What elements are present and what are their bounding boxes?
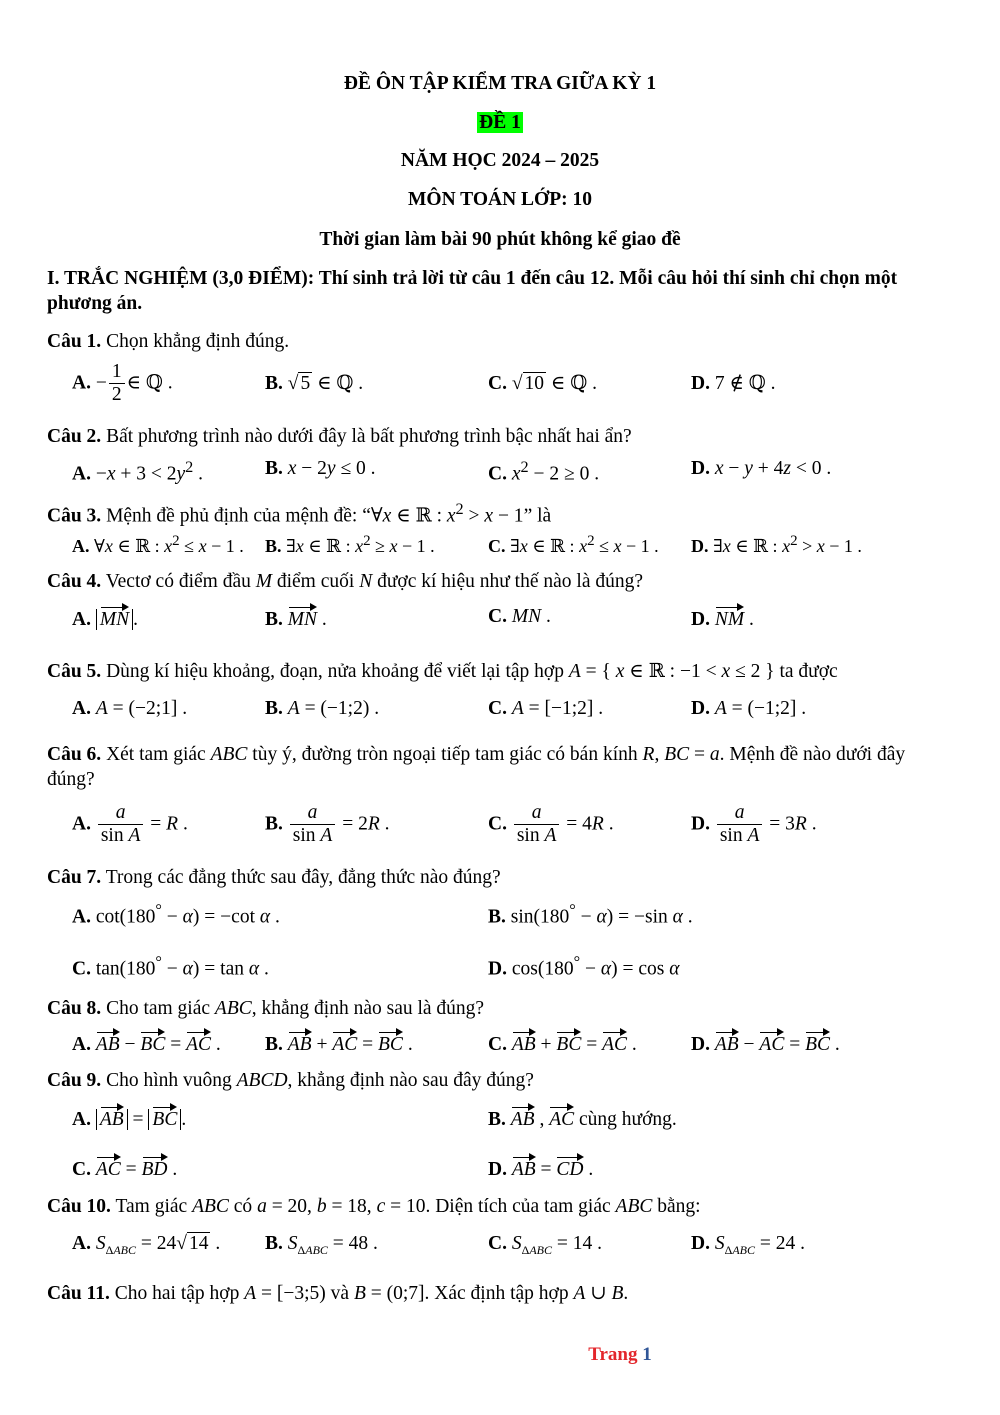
question-8: Câu 8. Cho tam giác ABC, khẳng định nào sau là đúng?: [47, 998, 485, 1019]
question-2: Câu 2. Bất phương trình nào dưới đây là bất phương trình bậc nhất hai ẩn?: [47, 426, 632, 447]
q6-option-a: A. $\frac{a}{\text{sin A}}$ = R .: [72, 802, 188, 847]
section-heading: I. TRẮC NGHIỆM (3,0 ĐIỂM): Thí sinh trả lời từ câu 1 đến câu 12. Mỗi câu hỏi thí sinh chỉ chọn một phương án.: [47, 268, 898, 314]
page-number: 1: [642, 1344, 652, 1365]
question-4: Câu 4. Vectơ có điểm đầu M điểm cuối N được kí hiệu như thế nào là đúng?: [47, 571, 644, 592]
q4-option-b: B. MN .: [265, 606, 327, 631]
q3-option-d: D. ∃x ∈ ℝ : $x^2 > x - 1$ .: [691, 533, 862, 556]
subject: MÔN TOÁN LỚP: 10: [408, 189, 592, 210]
q1-option-c: C. √ 10 ∈ ℚ .: [488, 373, 597, 394]
q6-option-d: D. $\frac{a}{\text{sin A}}$ = 3R .: [691, 802, 817, 847]
q9-option-d: D. AB = CD .: [488, 1156, 593, 1181]
q4-option-c: C. MN .: [488, 606, 551, 627]
q3-option-a: A. ∀x ∈ ℝ : $x^2 \le x - 1$ .: [72, 533, 244, 556]
school-year: NĂM HỌC 2024 – 2025: [400, 150, 600, 171]
q8-option-c: C. AB + BC = AC .: [488, 1031, 637, 1056]
q5-option-a: A. A = (−2;1] .: [72, 698, 188, 719]
q5-option-b: B. A = (−1;2) .: [265, 698, 380, 719]
q3-option-c: C. ∃x ∈ ℝ : $x^2 \le x - 1$ .: [488, 533, 659, 556]
q4-option-d: D. NM .: [691, 606, 754, 631]
question-6: Câu 6. Xét tam giác ABC tùy ý, đường tròn ngoại tiếp tam giác có bán kính R, BC = a. Mệnh đề nào dưới đây đúng?: [47, 744, 906, 790]
question-7: Câu 7. Trong các đẳng thức sau đây, đẳng thức nào đúng?: [47, 867, 501, 888]
q10-option-a: A. $S_{\Delta ABC} = 24√$ 14 .: [72, 1233, 221, 1257]
q3-option-b: B. ∃x ∈ ℝ : $x^2 \ge x - 1$ .: [265, 533, 435, 556]
question-5: Câu 5. Dùng kí hiệu khoảng, đoạn, nửa khoảng để viết lại tập hợp A = { x ∈ ℝ : −1 < x ≤ 2 } ta được: [47, 661, 838, 682]
q2-option-a: A. $-x + 3 < 2y^2$ .: [72, 458, 204, 485]
exam-time: Thời gian làm bài 90 phút không kể giao đề: [319, 229, 681, 250]
q10-option-d: D. $S_{\Delta ABC} = 24$ .: [691, 1233, 805, 1257]
q7-option-c: C. tan(180° − α) = tan α .: [72, 953, 269, 980]
q10-option-c: C. $S_{\Delta ABC} = 14$ .: [488, 1233, 602, 1257]
question-3: Câu 3. Mệnh đề phủ định của mệnh đề: “∀x ∈ ℝ : $x^2 > x - 1$” là: [47, 500, 552, 527]
question-11: Câu 11. Cho hai tập hợp A = [−3;5) và B = (0;7]. Xác định tập hợp A ∪ B.: [47, 1283, 629, 1304]
exam-code-line: [0, 112, 1000, 134]
q7-option-a: A. cot(180° − α) = −cot α .: [72, 901, 280, 928]
q7-option-d: D. cos(180° − α) = cos α: [488, 953, 680, 980]
q2-option-b: B. x − 2y ≤ 0 .: [265, 458, 376, 479]
q8-option-d: D. AB − AC = BC .: [691, 1031, 840, 1056]
page-footer: [0, 1344, 1000, 1366]
q7-option-b: B. sin(180° − α) = −sin α .: [488, 901, 693, 928]
q5-option-d: D. A = (−1;2] .: [691, 698, 807, 719]
question-9: Câu 9. Cho hình vuông ABCD, khẳng định nào sau đây đúng?: [47, 1070, 534, 1091]
q9-option-a: A. AB = BC .: [72, 1106, 186, 1131]
question-10: Câu 10. Tam giác ABC có a = 20, b = 18, c = 10. Diện tích của tam giác ABC bằng:: [47, 1196, 701, 1217]
q6-option-c: C. $\frac{a}{\text{sin A}}$ = 4R .: [488, 802, 614, 847]
q9-option-b: B. AB , AC cùng hướng.: [488, 1106, 677, 1131]
q8-option-b: B. AB + AC = BC .: [265, 1031, 413, 1056]
q10-option-b: B. $S_{\Delta ABC} = 48$ .: [265, 1233, 378, 1257]
question-1: Câu 1. Chọn khẳng định đúng.: [47, 331, 290, 352]
q4-option-a: A. MN .: [72, 606, 138, 631]
q2-option-c: C. $x^2 - 2 \ge 0$ .: [488, 458, 600, 485]
exam-code: ĐỀ 1: [479, 112, 521, 133]
q9-option-c: C. AC = BD .: [72, 1156, 177, 1181]
q2-option-d: D. x − y + 4z < 0 .: [691, 458, 832, 479]
q6-option-b: B. $\frac{a}{\text{sin A}}$ = 2R .: [265, 802, 390, 847]
q1-option-d: D. 7 ∉ ℚ .: [691, 373, 776, 394]
page-label: Trang: [588, 1344, 638, 1365]
q1-option-a: A. − $\frac{1}{2}$ ∈ ℚ .: [72, 361, 173, 406]
q8-option-a: A. AB − BC = AC .: [72, 1031, 221, 1056]
document-title: ĐỀ ÔN TẬP KIỂM TRA GIỮA KỲ 1: [343, 73, 657, 94]
q5-option-c: C. A = [−1;2] .: [488, 698, 604, 719]
q1-option-b: B. √ 5 ∈ ℚ .: [265, 373, 364, 394]
